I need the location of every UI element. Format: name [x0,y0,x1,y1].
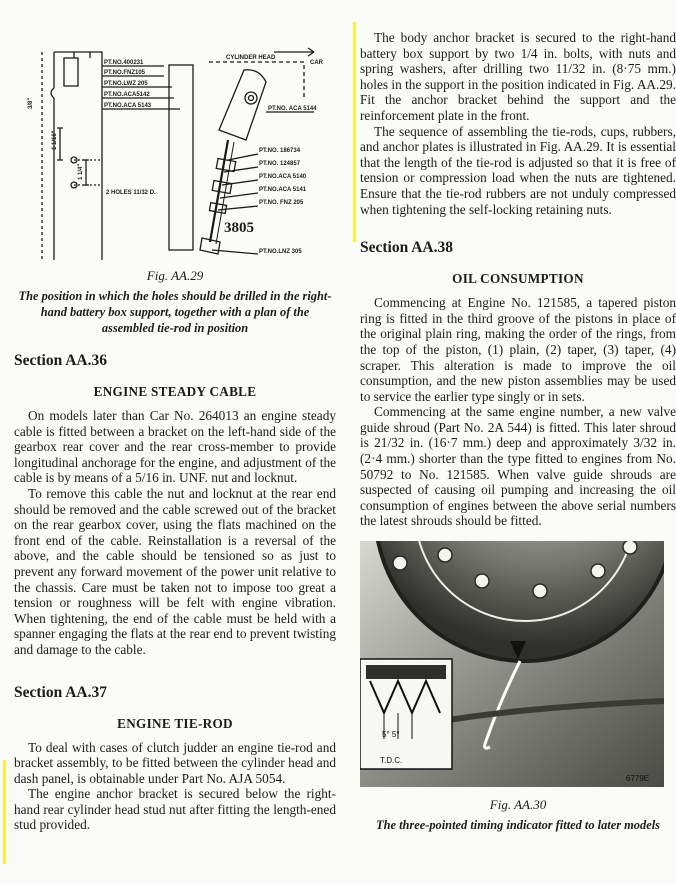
figure-aa29-caption [14,268,336,336]
part-label-lnz305: PT.NO.LNZ 305 [259,249,302,255]
part-label-aca5142: PT.NO.ACA5142 [104,92,150,98]
section-aa38-subtitle: OIL CONSUMPTION [452,271,584,287]
figure-aa29-number: Fig. AA.29 [146,268,204,283]
body-anchor-para: The body anchor bracket is secured to the right-hand battery box support by two 1/4 in. bolts, with nuts and spring washers, after drilling two 11/32 in. (8·75 mm.) holes in the support in the position indicated in Fig. AA.29. Fit the anchor bracket behind the support and the reinforcement plate in the front. [360,30,676,123]
highlight-mark-left-bottom [3,760,6,864]
section-aa36-title: Section AA.36 [14,352,107,369]
tie-rod-diagram [14,10,336,260]
section-aa38-title: Section AA.38 [360,239,453,257]
section-aa37-subtitle: ENGINE TIE-ROD [117,715,233,731]
inset-degree-label: 5° 5° [382,730,400,740]
section-aa37-title: Section AA.37 [14,683,107,701]
right-column [360,10,676,833]
section-aa37-para-2: The engine anchor bracket is secured below the right-hand rear cylinder head stud nut after fitting the length-ened stud provided. [14,786,336,833]
part-label-124857: PT.NO. 124857 [259,161,301,167]
dim-label-1: 3/8" [28,97,34,109]
tie-rod-sequence-para: The sequence of assembling the tie-rods, cups, rubbers, and anchor plates is illustrated in Fig. AA.29. It is essential that the length of the tie-rod is adjusted so that it is free of tension or compression load when the nuts are tightened. Ensure that the tie-rod rubbers are not unduly compressed when tightening the self-locking retaining nuts. [360,123,676,217]
part-label-aca5141: PT.NO.ACA 5141 [259,187,307,193]
holes-label: 2 HOLES 11/32 D. [106,190,156,196]
figure-aa30-caption-text: The three-pointed timing indicator fitted to later models [376,818,660,833]
dim-label-2: 1 1/16" [52,130,58,150]
figure-aa29 [14,10,336,260]
section-aa36-para-1: On models later than Car No. 264013 an engine steady cable is fitted between a bracket on the left-hand side of the gearbox rear cover and the rear cross-member to provide longitudinal anchorage for the engine, and adjustment of the cable is by means of a 5/16 in. UNF. nut and locknut. [14,408,336,486]
part-label-aca5140: PT.NO.ACA 5140 [259,174,307,180]
part-label-186734: PT.NO. 186734 [259,148,301,154]
section-aa38-para-1: Commencing at Engine No. 121585, a tapered piston ring is fitted in the third groove of the pistons in place of the original plain ring, making the order of the rings, from the top of the piston, (1) plain, (2) taper, (3) taper, (4) scraper. This alteration is made to improve the oil consumption, and the new piston assemblies may be used to service the earlier type singly or in sets. [360,295,676,404]
figure-aa30-caption [360,797,676,833]
highlight-mark-right-top [353,22,356,242]
section-aa37-para-1: To deal with cases of clutch judder an engine tie-rod and bracket assembly, to be fitted between the cylinder head and dash panel, is obtainable under Part No. AJA 5054. [14,739,336,786]
section-aa36-subtitle: ENGINE STEADY CABLE [93,384,257,399]
part-label-fnz105: PT.NO.FNZ105 [104,70,146,76]
car-label: CAR [310,60,323,66]
figure-aa30-number: Fig. AA.30 [489,797,547,813]
part-label-aca5144: PT.NO. ACA 5144 [268,106,317,112]
figure-aa30 [360,541,676,787]
dim-label-3: 1 1/4" [78,163,84,180]
section-aa38-para-2: Commencing at the same engine number, a new valve guide shroud (Part No. 2A 544) is fitted. This later shroud is 21/32 in. (16·7 mm.) deep and approximately 3/32 in. (2·4 mm.) shorter than the type fitted to engines from No. 50792 to No. 121585. When valve guide shrouds are suspected of causing oil pumping and increasing the oil consumption of engines between the above serial numbers the latest shrouds should be fitted. [360,404,676,529]
drawing-number-stamp: 3805 [224,220,254,236]
part-label-fnz205: PT.NO. FNZ 205 [259,200,304,206]
timing-indicator-photo [360,541,664,787]
inset-tdc-label: T.D.C. [380,756,403,766]
photo-code: 6779E [626,774,650,784]
left-column [14,10,336,833]
part-label-lwz205: PT.NO.LWZ 205 [104,81,148,87]
part-label-400231: PT.NO.400231 [104,60,144,66]
figure-aa29-caption-text: The position in which the holes should be drilled in the right-hand battery box support, together with a plan of the assembled tie-rod in position [18,289,332,335]
section-aa36-para-2: To remove this cable the nut and locknut at the rear end should be removed and the cable screwed out of the bracket on the rear gearbox cover, using the flats machined on the front end of the cable. Reinstallation is a reversal of the above, and the cable should be tensioned so as just to prevent any forward movement of the power unit relative to the chassis. Care must be taken not to impose too great a tension or roughness will be felt with engine vibration. When tightening, the end of the cable must be held with a spanner engaging the flats at the rear end to prevent twisting and damage to the cable. [14,485,336,657]
cylinder-head-label: CYLINDER HEAD [226,55,276,61]
part-label-aca5143: PT.NO.ACA 5143 [104,103,152,109]
